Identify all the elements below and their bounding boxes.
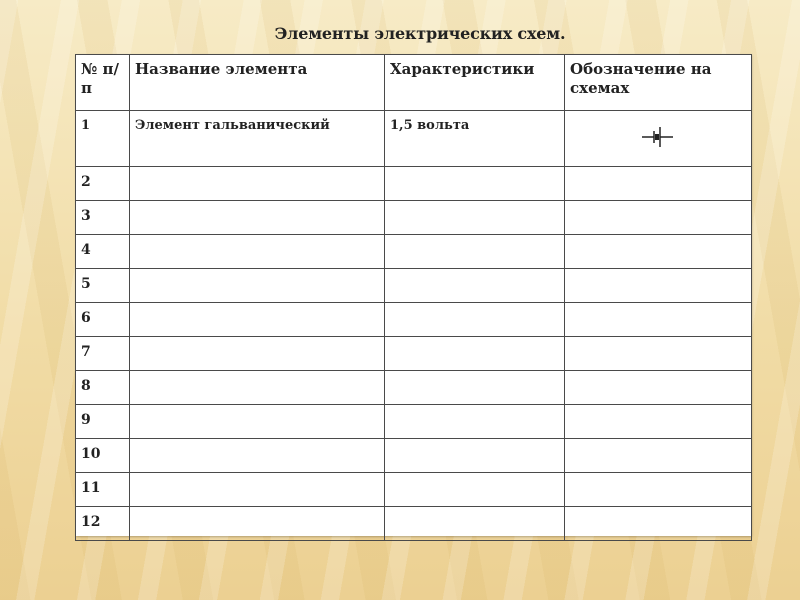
cell-element-name — [130, 507, 385, 541]
page-title: Элементы электрических схем. — [274, 24, 566, 43]
table-row — [76, 439, 752, 473]
cell-number: 5 — [76, 269, 130, 303]
cell-number: 4 — [76, 235, 130, 269]
cell-number: 9 — [76, 405, 130, 439]
cell-characteristics — [385, 439, 565, 473]
cell-symbol — [565, 303, 752, 337]
battery-cell-symbol-icon — [640, 126, 676, 148]
cell-symbol — [565, 201, 752, 235]
cell-number: 12 — [76, 507, 130, 541]
cell-element-name — [130, 371, 385, 405]
cell-element-name — [130, 201, 385, 235]
cell-element-name: Элемент гальванический — [130, 111, 385, 167]
cell-number: 3 — [76, 201, 130, 235]
table-row — [76, 371, 752, 405]
cell-symbol — [565, 371, 752, 405]
cell-symbol — [565, 507, 752, 541]
cell-characteristics — [385, 235, 565, 269]
cell-element-name — [130, 269, 385, 303]
cell-number: 11 — [76, 473, 130, 507]
table-row — [76, 235, 752, 269]
header-characteristics: Характеристики — [385, 55, 565, 111]
table-container — [75, 54, 751, 536]
cell-characteristics: 1,5 вольта — [385, 111, 565, 167]
table-row — [76, 473, 752, 507]
table-row — [76, 269, 752, 303]
cell-element-name — [130, 473, 385, 507]
cell-characteristics — [385, 303, 565, 337]
cell-symbol — [565, 473, 752, 507]
cell-element-name — [130, 337, 385, 371]
cell-characteristics — [385, 167, 565, 201]
cell-characteristics — [385, 371, 565, 405]
table-header-row — [76, 55, 752, 111]
cell-element-name — [130, 303, 385, 337]
table-row — [76, 337, 752, 371]
cell-characteristics — [385, 405, 565, 439]
cell-symbol — [565, 269, 752, 303]
cell-number: 8 — [76, 371, 130, 405]
cell-characteristics — [385, 337, 565, 371]
elements-table — [75, 54, 752, 541]
header-number: № п/п — [76, 55, 130, 111]
table-row — [76, 167, 752, 201]
cell-symbol — [565, 235, 752, 269]
cell-characteristics — [385, 507, 565, 541]
cell-characteristics — [385, 269, 565, 303]
cell-number: 1 — [76, 111, 130, 167]
cell-element-name — [130, 405, 385, 439]
table-row — [76, 201, 752, 235]
cell-number: 2 — [76, 167, 130, 201]
header-element-name: Название элемента — [130, 55, 385, 111]
cell-element-name — [130, 167, 385, 201]
cell-characteristics — [385, 473, 565, 507]
cell-characteristics — [385, 201, 565, 235]
cell-element-name — [130, 235, 385, 269]
cell-symbol — [565, 405, 752, 439]
cell-symbol — [565, 111, 752, 167]
table-row — [76, 111, 752, 167]
cell-symbol — [565, 167, 752, 201]
cell-symbol — [565, 337, 752, 371]
cell-number: 10 — [76, 439, 130, 473]
cell-number: 6 — [76, 303, 130, 337]
cell-symbol — [565, 439, 752, 473]
table-row — [76, 405, 752, 439]
cell-element-name — [130, 439, 385, 473]
table-row — [76, 303, 752, 337]
cell-number: 7 — [76, 337, 130, 371]
table-row — [76, 507, 752, 541]
header-symbol: Обозначение на схемах — [565, 55, 752, 111]
